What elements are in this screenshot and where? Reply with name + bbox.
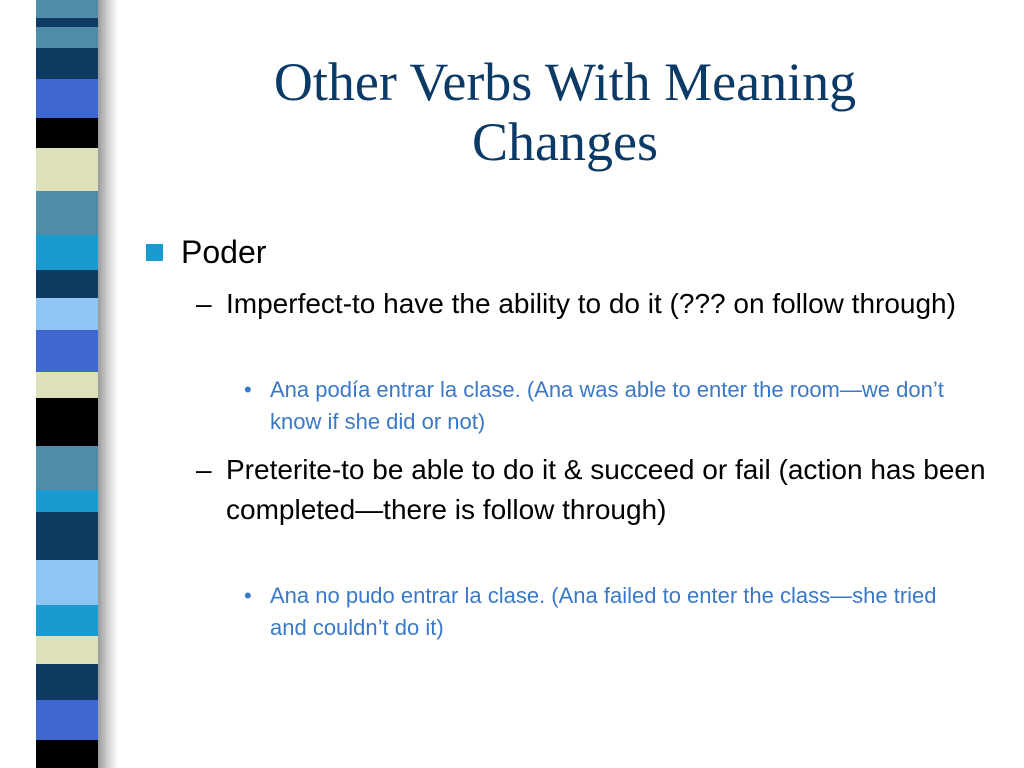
bullet-poder: Poder <box>181 234 267 270</box>
subpoint-preterite: Preterite-to be able to do it & succeed or fail (action has been completed—there is follow through) <box>226 454 986 525</box>
dash-bullet-icon: – <box>196 288 212 319</box>
subpoint-imperfect: Imperfect-to have the ability to do it (??? on follow through) <box>226 288 956 319</box>
dot-bullet-icon: • <box>244 583 252 608</box>
example-imperfect: Ana podía entrar la clase. (Ana was able to enter the room—we don’t know if she did or not) <box>270 377 944 434</box>
square-bullet-icon <box>146 244 163 261</box>
title-line-2: Changes <box>472 112 658 172</box>
example-preterite: Ana no pudo entrar la clase. (Ana failed to enter the class—she tried and couldn’t do it) <box>270 583 937 640</box>
title-line-1: Other Verbs With Meaning <box>273 52 857 112</box>
dash-bullet-icon: – <box>196 454 212 485</box>
dot-bullet-icon: • <box>244 377 252 402</box>
